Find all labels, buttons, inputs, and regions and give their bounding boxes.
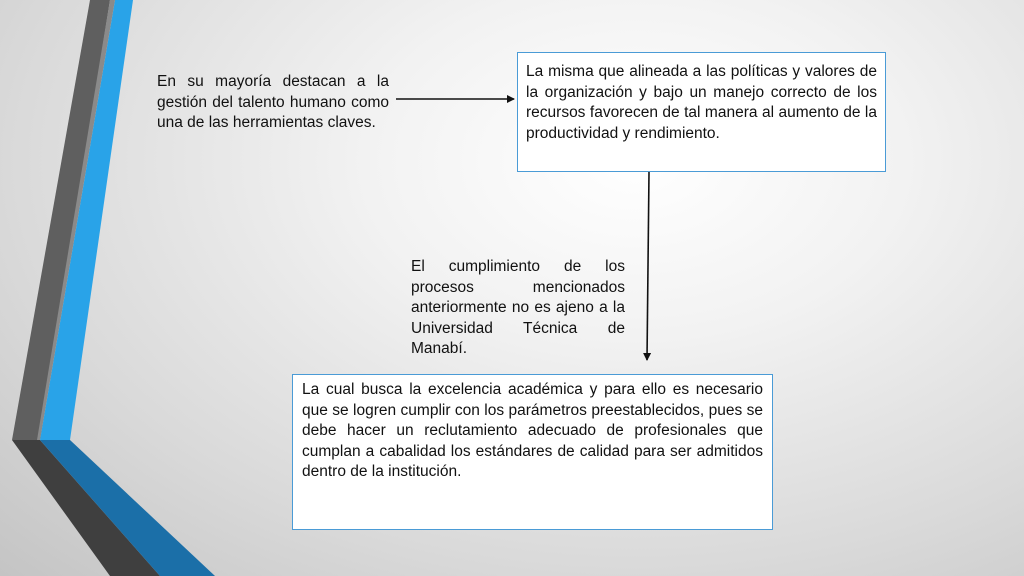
middle-text: El cumplimiento de los procesos mencionados anteriormente no es ajeno a la Universidad Técnica de Manabí. — [411, 258, 625, 357]
top-box-text: La misma que alineada a las políticas y valores de la organización y bajo un manejo correcto de los recursos favorecen de tal manera al aumento de la productividad y rendimiento. — [526, 63, 877, 142]
top-text-box — [517, 52, 886, 172]
intro-text: En su mayoría destacan a la gestión del talento humano como una de las herramientas claves. — [157, 73, 389, 131]
bottom-box-text: La cual busca la excelencia académica y para ello es necesario que se logren cumplir con los parámetros preestablecidos, pues se debe hacer un reclutamiento adecuado de profesionales que cumplan a cabalidad los estándares de calidad para ser admitidos dentro de la institución. — [302, 381, 763, 480]
bottom-text-box — [292, 374, 773, 530]
